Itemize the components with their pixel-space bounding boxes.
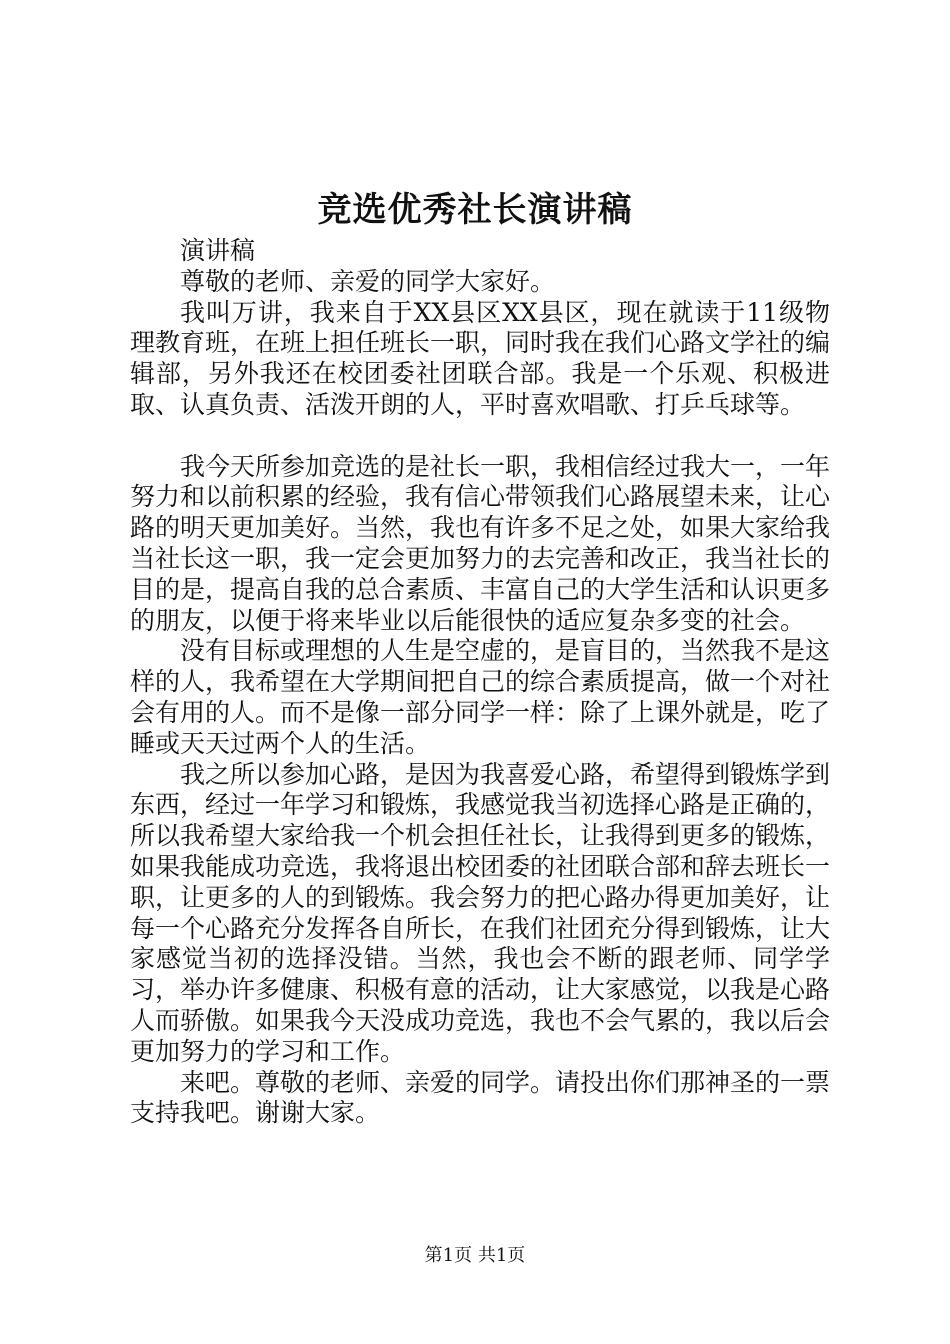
paragraph-introduction: 我叫万讲，我来自于XX县区XX县区，现在就读于11级物理教育班，在班上担任班长一职，同时我在我们心路文学社的编辑部，另外我还在校团委社团联合部。我是一个乐观、积极进取、认真负责、活泼开朗的人，平时喜欢唱歌、打乒乓球等。 bbox=[130, 297, 831, 419]
document-title: 竞选优秀社长演讲稿 bbox=[317, 190, 633, 230]
page-footer: 第1页 共1页 bbox=[424, 1245, 526, 1266]
paragraph-motivation: 我之所以参加心路，是因为我喜爱心路，希望得到锻炼学到东西，经过一年学习和锻炼，我感觉我当初选择心路是正确的，所以我希望大家给我一个机会担任社长，让我得到更多的锻炼，如果我能成功竞选，我将退出校团委的社团联合部和辞去班长一职，让更多的人的到锻炼。我会努力的把心路办得更加美好，让每一个心路充分发挥各自所长，在我们社团充分得到锻炼，让大家感觉当初的选择没错。当然，我也会不断的跟老师、同学学习，举办许多健康、积极有意的活动，让大家感觉，以我是心路人而骄傲。如果我今天没成功竞选，我也不会气累的，我以后会更加努力的学习和工作。 bbox=[130, 759, 831, 1066]
paragraph-greeting: 尊敬的老师、亲爱的同学大家好。 bbox=[180, 266, 556, 296]
paragraph-candidacy: 我今天所参加竞选的是社长一职，我相信经过我大一，一年努力和以前积累的经验，我有信心带领我们心路展望未来，让心路的明天更加美好。当然，我也有许多不足之处，如果大家给我当社长这一职，我一定会更加努力的去完善和改正，我当社长的目的是，提高自我的总合素质、丰富自己的大学生活和认识更多的朋友，以便于将来毕业以后能很快的适应复杂多变的社会。 bbox=[130, 451, 831, 635]
paragraph-goals: 没有目标或理想的人生是空虚的，是盲目的，当然我不是这样的人，我希望在大学期间把自己的综合素质提高，做一个对社会有用的人。而不是像一部分同学一样：除了上课外就是，吃了睡或天天过两个人的生活。 bbox=[130, 636, 831, 758]
paragraph-heading: 演讲稿 bbox=[180, 236, 256, 265]
document-body bbox=[130, 236, 830, 1129]
paragraph-closing: 来吧。尊敬的老师、亲爱的同学。请投出你们那神圣的一票支持我吧。谢谢大家。 bbox=[130, 1067, 831, 1128]
